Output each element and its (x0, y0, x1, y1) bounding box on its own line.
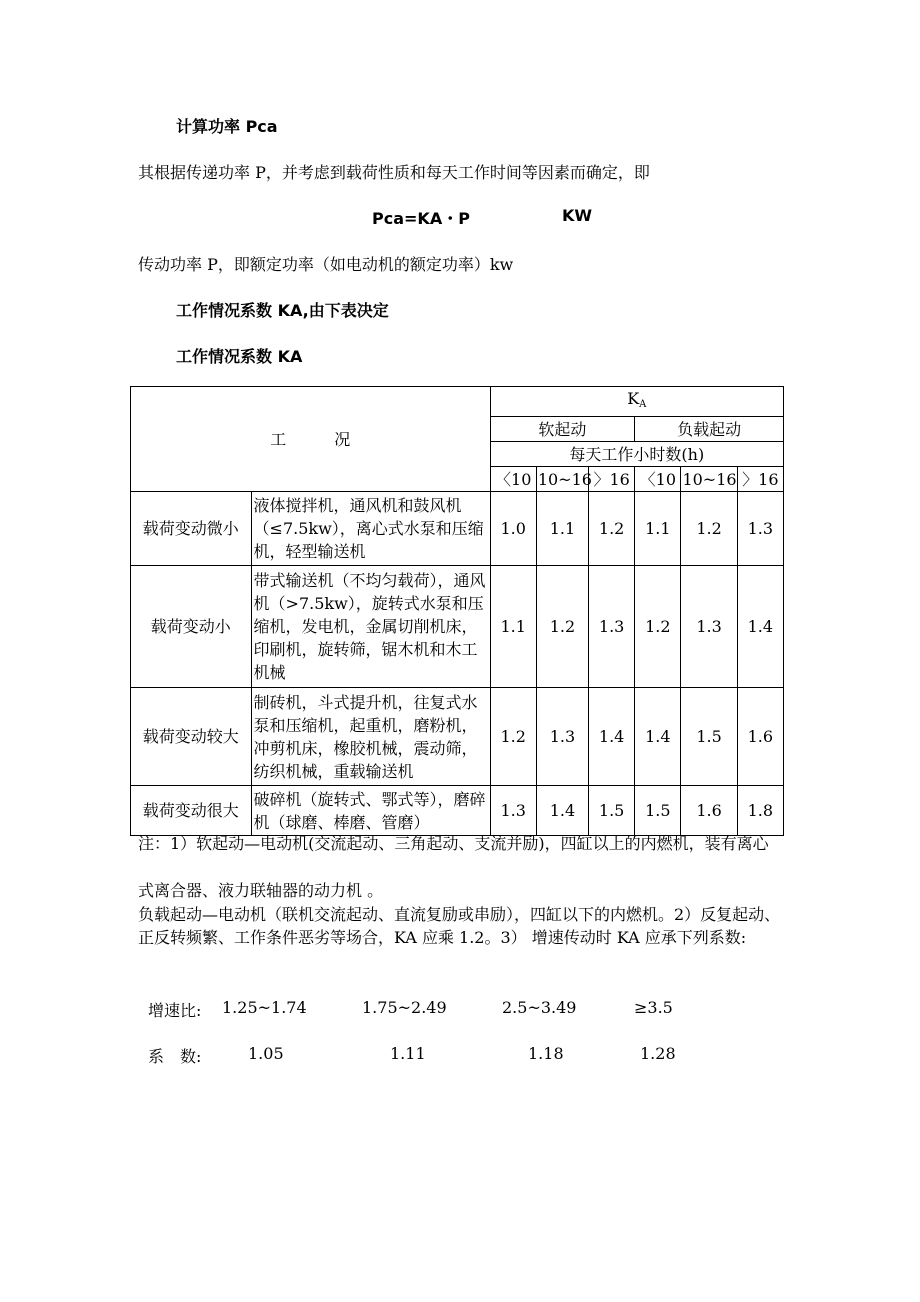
hour-col-header: 〈10 (490, 467, 536, 492)
ka-value: 1.4 (589, 688, 635, 786)
ka-value: 1.4 (635, 688, 681, 786)
ka-value: 1.2 (635, 566, 681, 688)
ka-coefficient-table (130, 386, 784, 836)
heading-ka-intro: 工作情况系数 KA,由下表决定 (176, 301, 389, 320)
ka-value: 1.3 (490, 786, 536, 836)
speed-ratio-value: ≥3.5 (634, 998, 673, 1017)
row-category: 载荷变动小 (131, 566, 252, 688)
ka-value: 1.6 (681, 786, 737, 836)
ka-value: 1.2 (536, 566, 588, 688)
paragraph-transfer-power: 其根据传递功率 P，并考虑到载荷性质和每天工作时间等因素而确定，即 (138, 163, 650, 182)
ka-value: 1.1 (536, 492, 588, 566)
hour-col-header: 〈10 (635, 467, 681, 492)
note-soft-start-cont: 式离合器、液力联轴器的动力机 。 (138, 881, 384, 900)
row-description: 带式输送机（不均匀载荷），通风机（>7.5kw），旋转式水泵和压缩机，发电机，金属切削机床，印刷机，旋转筛，锯木机和木工机械 (251, 566, 490, 688)
hour-col-header: 10~16 (681, 467, 737, 492)
hour-col-header: 〉16 (737, 467, 783, 492)
note-load-start: 负载起动—电动机（联机交流起动、直流复励或串励），四缸以下的内燃机。2）反复起动、正反转频繁、工作条件恶劣等场合，KA 应乘 1.2。3） 增速传动时 KA 应承下列系数: (138, 905, 781, 947)
soft-start-header: 软起动 (490, 417, 635, 442)
row-category: 载荷变动微小 (131, 492, 252, 566)
coefficient-label: 系 数: (148, 1047, 202, 1066)
table-row (131, 786, 784, 836)
row-description: 制砖机，斗式提升机，往复式水泵和压缩机，起重机，磨粉机，冲剪机床，橡胶机械，震动筛，纺织机械，重载输送机 (251, 688, 490, 786)
row-category: 载荷变动很大 (131, 786, 252, 836)
ka-value: 1.5 (681, 688, 737, 786)
speed-ratio-label: 增速比: (148, 1001, 202, 1020)
heading-ka-table: 工作情况系数 KA (176, 347, 303, 366)
coefficient-value: 1.11 (390, 1044, 426, 1063)
coefficient-value: 1.05 (248, 1044, 284, 1063)
heading-pca: 计算功率 Pca (176, 117, 278, 136)
table-row (131, 566, 784, 688)
note-soft-start: 注：1）软起动—电动机(交流起动、三角起动、支流并励)，四缸以上的内燃机，装有离心 (138, 834, 769, 853)
coefficient-value: 1.18 (528, 1044, 564, 1063)
table-row (131, 688, 784, 786)
ka-value: 1.5 (589, 786, 635, 836)
speed-ratio-value: 2.5~3.49 (502, 998, 577, 1017)
coefficient-value: 1.28 (640, 1044, 676, 1063)
ka-value: 1.4 (737, 566, 783, 688)
ka-value: 1.3 (589, 566, 635, 688)
condition-header: 工 况 (131, 387, 491, 492)
ka-value: 1.4 (536, 786, 588, 836)
formula: Pca=KA・P (372, 209, 470, 228)
ka-value: 1.2 (490, 688, 536, 786)
ka-value: 1.2 (589, 492, 635, 566)
ka-value: 1.0 (490, 492, 536, 566)
ka-value: 1.5 (635, 786, 681, 836)
row-description: 破碎机（旋转式、鄂式等），磨碎机（球磨、棒磨、管磨） (251, 786, 490, 836)
hour-col-header: 10~16 (536, 467, 588, 492)
hour-col-header: 〉16 (589, 467, 635, 492)
ka-value: 1.8 (737, 786, 783, 836)
ka-value: 1.1 (635, 492, 681, 566)
speed-ratio-value: 1.75~2.49 (362, 998, 447, 1017)
paragraph-rated-power: 传动功率 P，即额定功率（如电动机的额定功率）kw (138, 255, 514, 274)
table-row (131, 492, 784, 566)
ka-value: 1.3 (536, 688, 588, 786)
ka-value: 1.6 (737, 688, 783, 786)
ka-value: 1.3 (737, 492, 783, 566)
formula-unit: KW (562, 206, 593, 225)
ka-value: 1.3 (681, 566, 737, 688)
speed-ratio-value: 1.25~1.74 (222, 998, 307, 1017)
row-description: 液体搅拌机，通风机和鼓风机（≤7.5kw），离心式水泵和压缩机，轻型输送机 (251, 492, 490, 566)
load-start-header: 负载起动 (635, 417, 784, 442)
daily-hours-header: 每天工作小时数(h) (490, 442, 783, 467)
ka-header: $K_A$ (490, 387, 783, 417)
ka-value: 1.2 (681, 492, 737, 566)
row-category: 载荷变动较大 (131, 688, 252, 786)
ka-value: 1.1 (490, 566, 536, 688)
